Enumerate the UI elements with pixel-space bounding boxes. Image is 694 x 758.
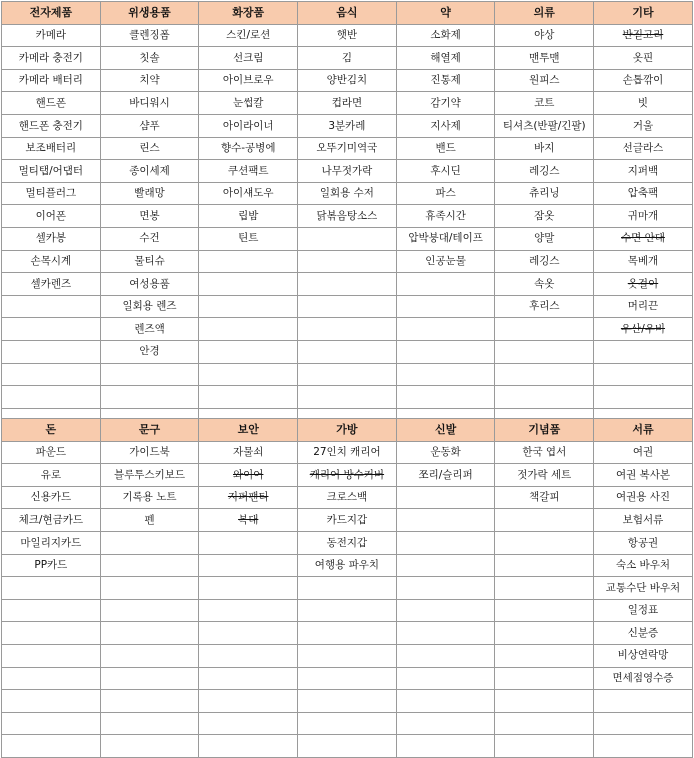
packing-table-top	[1, 1, 693, 431]
item-cell: 빗	[594, 92, 693, 115]
item-cell	[199, 273, 298, 296]
item-cell: 맨투맨	[495, 47, 594, 70]
item-cell: 바디워시	[100, 92, 199, 115]
item-cell	[495, 577, 594, 600]
item-cell: 아이라이너	[199, 114, 298, 137]
table-row	[2, 644, 693, 667]
item-cell	[100, 577, 199, 600]
item-cell	[495, 509, 594, 532]
item-cell	[594, 386, 693, 409]
category-header: 화장품	[199, 2, 298, 25]
item-cell: 레깅스	[495, 160, 594, 183]
category-header: 신발	[396, 419, 495, 442]
item-cell: 카메라 배터리	[2, 69, 101, 92]
item-cell	[298, 250, 397, 273]
category-header: 보안	[199, 419, 298, 442]
category-header: 의류	[495, 2, 594, 25]
item-cell	[2, 340, 101, 363]
item-cell: 셀카렌즈	[2, 273, 101, 296]
item-cell	[594, 363, 693, 386]
table-row	[2, 690, 693, 713]
item-cell: 닭볶음탕소스	[298, 205, 397, 228]
item-cell: 선크림	[199, 47, 298, 70]
item-cell	[396, 486, 495, 509]
item-cell: 신분증	[594, 622, 693, 645]
category-header: 음식	[298, 2, 397, 25]
item-cell: 압축팩	[594, 182, 693, 205]
item-cell: 목베개	[594, 250, 693, 273]
table-row	[2, 363, 693, 386]
item-cell: 립밤	[199, 205, 298, 228]
item-cell	[2, 386, 101, 409]
item-cell: 쿠션팩트	[199, 160, 298, 183]
table-row	[2, 227, 693, 250]
item-cell: 감기약	[396, 92, 495, 115]
item-cell: 빨래망	[100, 182, 199, 205]
item-cell: 보험서류	[594, 509, 693, 532]
item-cell: 틴트	[199, 227, 298, 250]
item-cell	[396, 667, 495, 690]
item-cell	[298, 667, 397, 690]
item-cell	[199, 554, 298, 577]
table-row	[2, 599, 693, 622]
item-cell	[396, 735, 495, 758]
item-cell: 일회용 수저	[298, 182, 397, 205]
item-cell: 가이드북	[100, 441, 199, 464]
item-cell: 운동화	[396, 441, 495, 464]
item-cell: 체크/현금카드	[2, 509, 101, 532]
item-cell	[199, 363, 298, 386]
item-cell	[495, 644, 594, 667]
item-cell	[396, 509, 495, 532]
item-cell	[495, 318, 594, 341]
table-row	[2, 340, 693, 363]
item-cell: 면세점영수증	[594, 667, 693, 690]
item-cell: 숙소 바우처	[594, 554, 693, 577]
table-row	[2, 318, 693, 341]
item-cell: 옷걸이	[594, 273, 693, 296]
item-cell: 복대	[199, 509, 298, 532]
item-cell: 멀티플러그	[2, 182, 101, 205]
item-cell: 비상연락망	[594, 644, 693, 667]
item-cell: 수면 안대	[594, 227, 693, 250]
item-cell	[396, 622, 495, 645]
table-row	[2, 92, 693, 115]
item-cell: 오뚜기미역국	[298, 137, 397, 160]
item-cell	[2, 599, 101, 622]
item-cell	[495, 712, 594, 735]
table-row	[2, 509, 693, 532]
category-header: 전자제품	[2, 2, 101, 25]
item-cell: 캐리어 방수커버	[298, 464, 397, 487]
item-cell: 귀마개	[594, 205, 693, 228]
item-cell: 양반김치	[298, 69, 397, 92]
table-row	[2, 160, 693, 183]
item-cell: 잠옷	[495, 205, 594, 228]
item-cell	[100, 644, 199, 667]
item-cell: 면봉	[100, 205, 199, 228]
item-cell	[2, 712, 101, 735]
item-cell: 한국 엽서	[495, 441, 594, 464]
item-cell: 크로스백	[298, 486, 397, 509]
item-cell: 수건	[100, 227, 199, 250]
item-cell	[396, 690, 495, 713]
item-cell: 옷핀	[594, 47, 693, 70]
table-row	[2, 137, 693, 160]
item-cell: 마일리지카드	[2, 531, 101, 554]
item-cell	[495, 531, 594, 554]
table-row	[2, 464, 693, 487]
item-cell: 반짇고리	[594, 24, 693, 47]
table-row	[2, 386, 693, 409]
item-cell: 진통제	[396, 69, 495, 92]
item-cell: 자물쇠	[199, 441, 298, 464]
item-cell: 기록용 노트	[100, 486, 199, 509]
item-cell: 김	[298, 47, 397, 70]
table-row	[2, 24, 693, 47]
item-cell	[298, 690, 397, 713]
item-cell	[199, 577, 298, 600]
item-cell	[594, 340, 693, 363]
category-header: 서류	[594, 419, 693, 442]
item-cell	[2, 318, 101, 341]
item-cell: 일정표	[594, 599, 693, 622]
item-cell	[495, 554, 594, 577]
item-cell: 여행용 파우치	[298, 554, 397, 577]
item-cell	[495, 363, 594, 386]
item-cell: 일회용 렌즈	[100, 295, 199, 318]
item-cell: 코트	[495, 92, 594, 115]
table-row	[2, 554, 693, 577]
item-cell	[199, 386, 298, 409]
header-row	[2, 419, 693, 442]
item-cell: 선글라스	[594, 137, 693, 160]
item-cell	[594, 690, 693, 713]
item-cell: 속옷	[495, 273, 594, 296]
item-cell: 여성용품	[100, 273, 199, 296]
item-cell	[298, 622, 397, 645]
item-cell: 레깅스	[495, 250, 594, 273]
table-row	[2, 622, 693, 645]
item-cell: 압박붕대/테이프	[396, 227, 495, 250]
item-cell: 아이브로우	[199, 69, 298, 92]
item-cell	[2, 735, 101, 758]
category-header: 위생용품	[100, 2, 199, 25]
item-cell	[298, 295, 397, 318]
item-cell	[199, 622, 298, 645]
item-cell	[396, 531, 495, 554]
item-cell: 아이섀도우	[199, 182, 298, 205]
item-cell: 야상	[495, 24, 594, 47]
item-cell: 유로	[2, 464, 101, 487]
item-cell: 여권 복사본	[594, 464, 693, 487]
table-row	[2, 69, 693, 92]
item-cell: 3분카레	[298, 114, 397, 137]
table-row	[2, 486, 693, 509]
item-cell: 향수-공병에	[199, 137, 298, 160]
item-cell: 핸드폰	[2, 92, 101, 115]
category-header: 기념품	[495, 419, 594, 442]
item-cell: 쪼리/슬리퍼	[396, 464, 495, 487]
item-cell	[396, 295, 495, 318]
item-cell: 카드지갑	[298, 509, 397, 532]
item-cell	[2, 295, 101, 318]
item-cell	[199, 690, 298, 713]
item-cell	[396, 386, 495, 409]
header-row	[2, 2, 693, 25]
item-cell: 안경	[100, 340, 199, 363]
item-cell: 나무젓가락	[298, 160, 397, 183]
item-cell	[298, 735, 397, 758]
item-cell	[495, 667, 594, 690]
item-cell: 컵라면	[298, 92, 397, 115]
category-header: 문구	[100, 419, 199, 442]
item-cell	[298, 386, 397, 409]
item-cell	[298, 227, 397, 250]
item-cell: 인공눈물	[396, 250, 495, 273]
item-cell: 젓가락 세트	[495, 464, 594, 487]
item-cell: 이어폰	[2, 205, 101, 228]
item-cell	[100, 735, 199, 758]
item-cell: 지사제	[396, 114, 495, 137]
item-cell	[298, 363, 397, 386]
item-cell	[495, 340, 594, 363]
item-cell: 후시딘	[396, 160, 495, 183]
item-cell: 스킨/로션	[199, 24, 298, 47]
item-cell	[298, 577, 397, 600]
table-row	[2, 205, 693, 228]
item-cell: 소화제	[396, 24, 495, 47]
item-cell	[495, 386, 594, 409]
item-cell	[396, 318, 495, 341]
item-cell: 여권	[594, 441, 693, 464]
item-cell	[199, 531, 298, 554]
item-cell	[100, 667, 199, 690]
item-cell	[199, 667, 298, 690]
item-cell	[396, 599, 495, 622]
table-row	[2, 47, 693, 70]
item-cell	[495, 622, 594, 645]
item-cell: 샴푸	[100, 114, 199, 137]
item-cell: 카메라 충전기	[2, 47, 101, 70]
item-cell	[100, 690, 199, 713]
item-cell	[199, 712, 298, 735]
item-cell: 양말	[495, 227, 594, 250]
item-cell: 손목시계	[2, 250, 101, 273]
item-cell	[495, 735, 594, 758]
table-row	[2, 295, 693, 318]
item-cell	[199, 735, 298, 758]
item-cell: 파스	[396, 182, 495, 205]
item-cell	[298, 340, 397, 363]
item-cell	[396, 712, 495, 735]
item-cell: 27인치 캐리어	[298, 441, 397, 464]
table-row	[2, 114, 693, 137]
item-cell	[396, 644, 495, 667]
item-cell: 원피스	[495, 69, 594, 92]
item-cell: 눈썹칼	[199, 92, 298, 115]
item-cell	[495, 599, 594, 622]
table-row	[2, 712, 693, 735]
item-cell: 츄리닝	[495, 182, 594, 205]
item-cell	[199, 599, 298, 622]
item-cell	[298, 712, 397, 735]
item-cell	[298, 599, 397, 622]
item-cell: 해열제	[396, 47, 495, 70]
table-row	[2, 667, 693, 690]
item-cell	[495, 690, 594, 713]
item-cell: 종이세제	[100, 160, 199, 183]
item-cell	[2, 690, 101, 713]
item-cell: 항공권	[594, 531, 693, 554]
item-cell	[199, 250, 298, 273]
item-cell: 지퍼백	[594, 160, 693, 183]
item-cell: 와이어	[199, 464, 298, 487]
item-cell: 셀카봉	[2, 227, 101, 250]
item-cell	[594, 712, 693, 735]
item-cell	[396, 340, 495, 363]
item-cell: 티셔츠(반팔/긴팔)	[495, 114, 594, 137]
item-cell: 펜	[100, 509, 199, 532]
table-row	[2, 577, 693, 600]
category-header: 약	[396, 2, 495, 25]
item-cell: 핸드폰 충전기	[2, 114, 101, 137]
table-row	[2, 531, 693, 554]
item-cell	[2, 577, 101, 600]
item-cell: 머리끈	[594, 295, 693, 318]
item-cell: 블루투스키보드	[100, 464, 199, 487]
table-row	[2, 182, 693, 205]
item-cell	[199, 318, 298, 341]
category-header: 기타	[594, 2, 693, 25]
item-cell: 파운드	[2, 441, 101, 464]
item-cell: 신용카드	[2, 486, 101, 509]
item-cell	[199, 340, 298, 363]
item-cell	[100, 531, 199, 554]
item-cell: 린스	[100, 137, 199, 160]
item-cell: PP카드	[2, 554, 101, 577]
item-cell	[199, 295, 298, 318]
table-row	[2, 735, 693, 758]
category-header: 돈	[2, 419, 101, 442]
item-cell: 휴족시간	[396, 205, 495, 228]
item-cell	[396, 554, 495, 577]
item-cell	[100, 363, 199, 386]
item-cell: 거울	[594, 114, 693, 137]
item-cell	[298, 273, 397, 296]
item-cell: 멀티탭/어댑터	[2, 160, 101, 183]
item-cell	[396, 273, 495, 296]
item-cell	[2, 622, 101, 645]
item-cell: 밴드	[396, 137, 495, 160]
item-cell: 우산/우비	[594, 318, 693, 341]
item-cell	[100, 712, 199, 735]
item-cell: 여권용 사진	[594, 486, 693, 509]
item-cell: 책갈피	[495, 486, 594, 509]
item-cell	[298, 644, 397, 667]
item-cell	[199, 644, 298, 667]
item-cell: 지퍼팬티	[199, 486, 298, 509]
item-cell	[396, 577, 495, 600]
item-cell: 렌즈액	[100, 318, 199, 341]
table-row	[2, 441, 693, 464]
item-cell: 햇반	[298, 24, 397, 47]
item-cell: 동전지갑	[298, 531, 397, 554]
item-cell: 바지	[495, 137, 594, 160]
packing-table-bottom	[1, 418, 693, 758]
item-cell: 치약	[100, 69, 199, 92]
item-cell: 보조배터리	[2, 137, 101, 160]
table-row	[2, 250, 693, 273]
item-cell	[100, 622, 199, 645]
item-cell	[100, 386, 199, 409]
item-cell: 카메라	[2, 24, 101, 47]
table-row	[2, 273, 693, 296]
item-cell: 교통수단 바우처	[594, 577, 693, 600]
item-cell: 칫솔	[100, 47, 199, 70]
category-header: 가방	[298, 419, 397, 442]
item-cell: 손톱깎이	[594, 69, 693, 92]
item-cell: 후리스	[495, 295, 594, 318]
item-cell	[100, 599, 199, 622]
item-cell	[2, 363, 101, 386]
item-cell	[594, 735, 693, 758]
item-cell: 물티슈	[100, 250, 199, 273]
item-cell	[100, 554, 199, 577]
item-cell	[2, 644, 101, 667]
item-cell	[298, 318, 397, 341]
item-cell	[2, 667, 101, 690]
item-cell: 클렌징폼	[100, 24, 199, 47]
item-cell	[396, 363, 495, 386]
